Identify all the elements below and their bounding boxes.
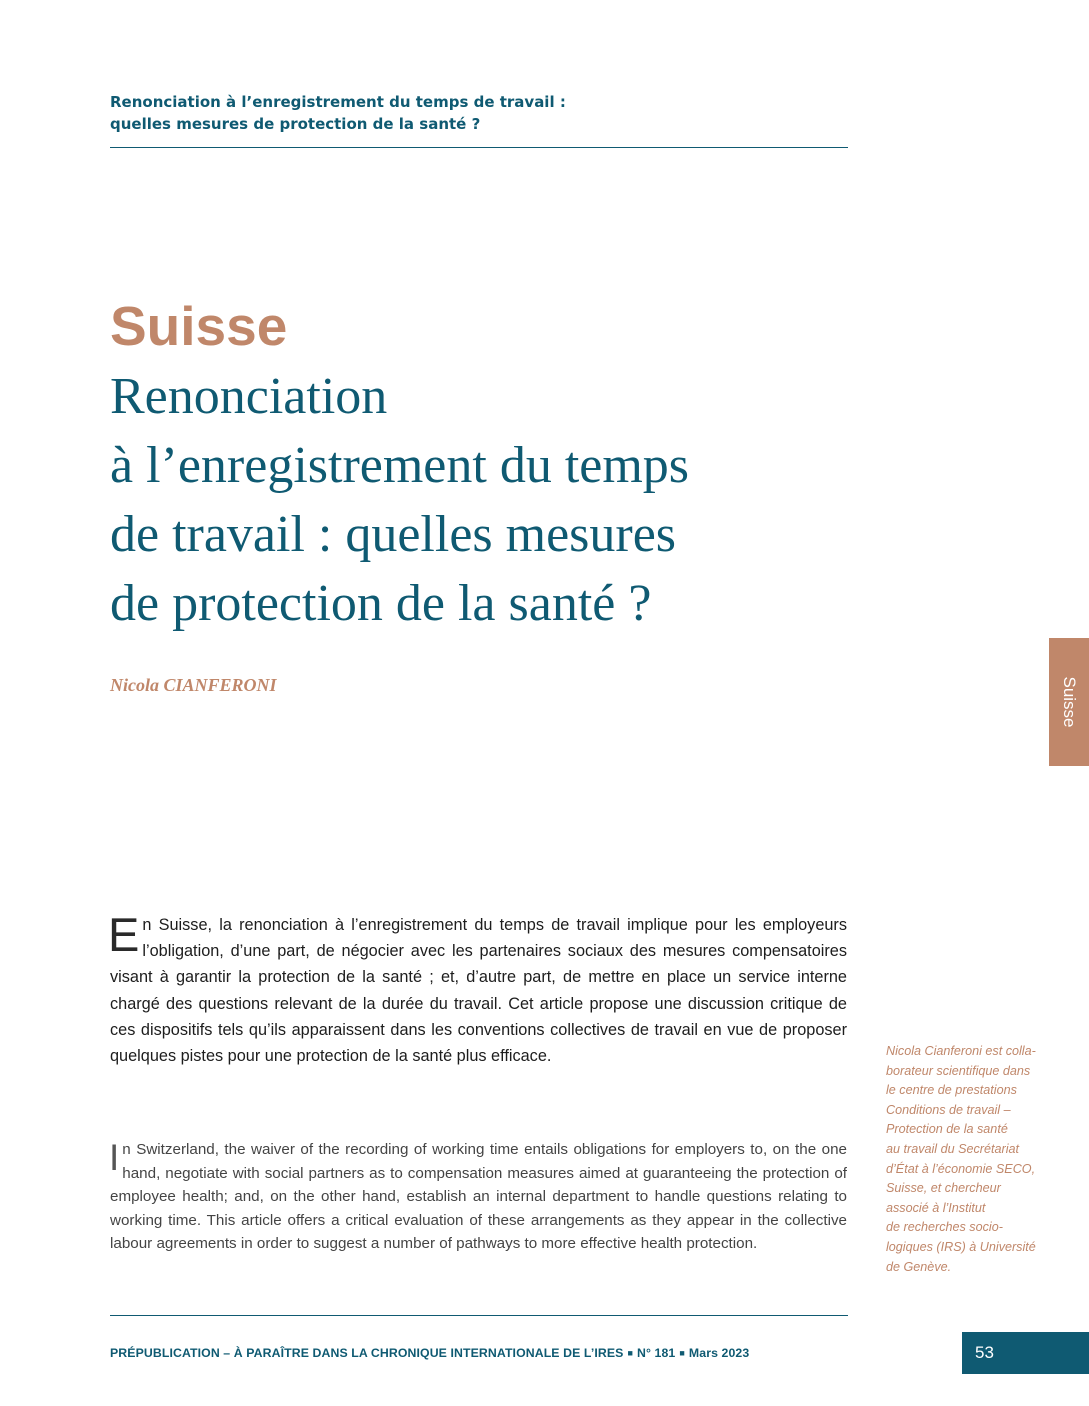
abstract-french — [108, 908, 847, 1069]
bio-line: borateur scientifique dans — [886, 1063, 1031, 1078]
side-tab-label: Suisse — [1060, 676, 1079, 728]
header-divider — [110, 147, 848, 148]
section-side-tab — [1049, 638, 1089, 766]
footer-separator: ■ — [679, 1348, 685, 1358]
abstract-english — [110, 1138, 847, 1256]
author-name: Nicola CIANFERONI — [110, 675, 277, 695]
drop-cap: I — [109, 1137, 120, 1178]
footer-divider — [110, 1315, 848, 1316]
title-line: à l’enregistrement du temps — [110, 437, 690, 494]
title-line: Renonciation — [110, 368, 388, 425]
bio-line: associé à l’Institut — [886, 1200, 986, 1215]
footer — [110, 1346, 749, 1360]
country-kicker: Suisse — [110, 295, 288, 357]
footer-issue: N° 181 — [637, 1346, 676, 1360]
running-head — [110, 91, 850, 135]
bio-line: Nicola Cianferoni est colla- — [886, 1044, 1036, 1058]
page-number: 53 — [975, 1343, 994, 1362]
article-title — [110, 362, 870, 638]
footer-publication: PRÉPUBLICATION – À PARAÎTRE DANS LA CHRONIQUE INTERNATIONALE DE L’IRES — [110, 1346, 624, 1360]
bio-line: Suisse, et chercheur — [886, 1181, 1001, 1196]
bio-line: au travail du Secrétariat — [886, 1141, 1020, 1156]
running-head-line-1: Renonciation à l’enregistrement du temps de travail : — [110, 93, 566, 111]
running-head-line-2: quelles mesures de protection de la santé ? — [110, 115, 481, 133]
bio-line: de Genève. — [886, 1259, 952, 1274]
title-line: de travail : quelles mesures — [110, 506, 677, 563]
page-number-box — [962, 1332, 1089, 1374]
author-bio-note — [886, 1042, 1048, 1277]
abstract-english-text: n Switzerland, the waiver of the recording of working time entails obligations for employers to, on the one hand, negotiate with social partners as to compensation measures aimed at guaranteeing the protection of employee health; and, on the other hand, establish an internal department to handle questions relating to working time. This article offers a critical evaluation of these arrangements as they appear in the collective labour agreements in order to suggest a number of pathways to more effective health protection. — [110, 1141, 847, 1252]
footer-separator: ■ — [627, 1348, 634, 1358]
footer-date: Mars 2023 — [688, 1346, 750, 1360]
drop-cap: E — [108, 908, 140, 961]
title-line: de protection de la santé ? — [110, 575, 652, 632]
bio-line: Conditions de travail – — [886, 1102, 1011, 1117]
bio-line: de recherches socio- — [886, 1220, 1003, 1235]
bio-line: d’État à l’économie SECO, — [886, 1161, 1036, 1176]
bio-line: le centre de prestations — [886, 1083, 1017, 1098]
abstract-french-text: n Suisse, la renonciation à l’enregistrement du temps de travail implique pour les employeurs l’obligation, d’une part, de négocier avec les partenaires sociaux des mesures compensatoires visant à garantir la protection de la santé ; et, d’autre part, de mettre en place un service interne chargé des questions relevant de la durée du travail. Cet article propose une discussion critique de ces dispositifs tels qu’ils apparaissent dans les conventions collectives de travail en vue de proposer quelques pistes pour une protection de la santé plus efficace. — [110, 916, 847, 1066]
bio-line: Protection de la santé — [886, 1122, 1008, 1137]
bio-line: logiques (IRS) à Université — [886, 1239, 1036, 1254]
